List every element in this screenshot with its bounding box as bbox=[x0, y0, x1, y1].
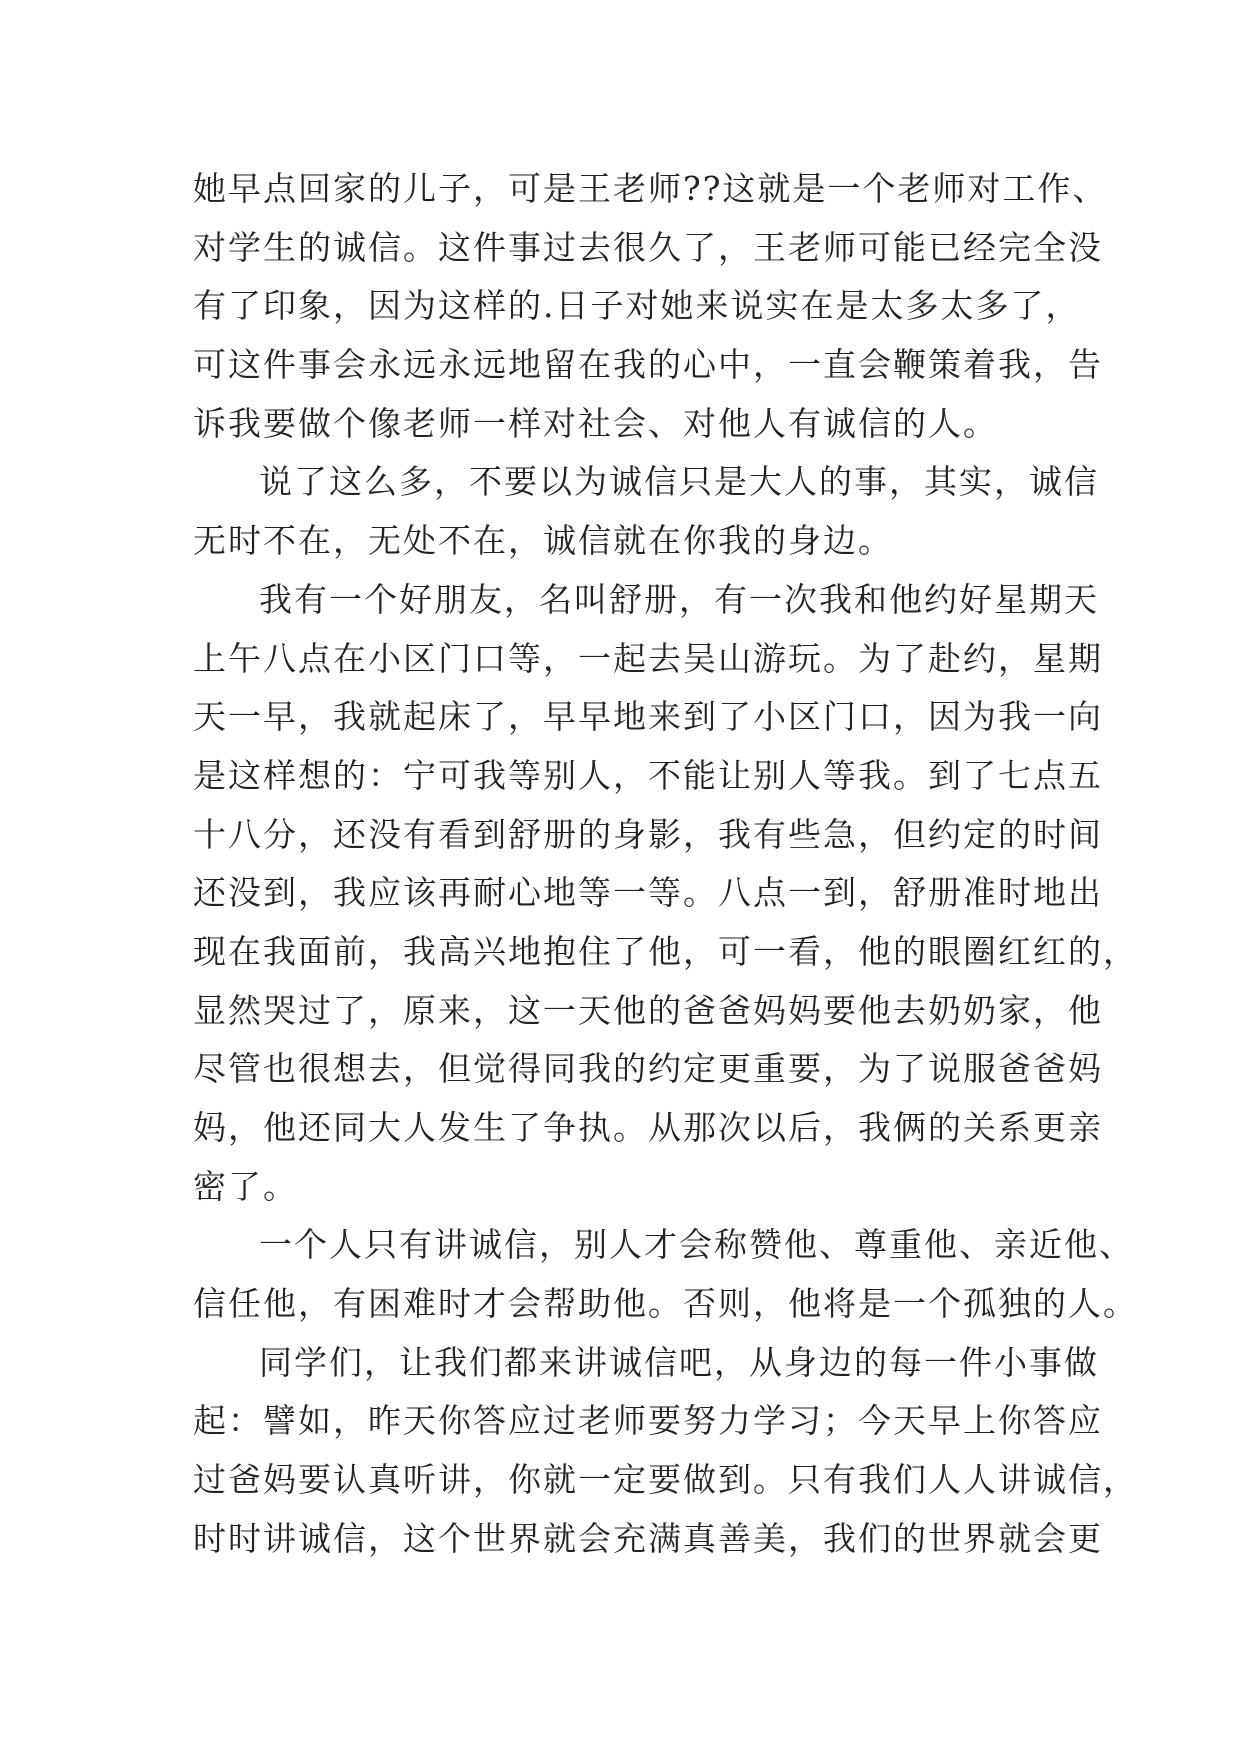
text-line: 妈，他还同大人发生了争执。从那次以后，我俩的关系更亲 bbox=[193, 1108, 1103, 1147]
paragraph-first-line: 一个人只有讲诚信，别人才会称赞他、尊重他、亲近他、 bbox=[259, 1225, 1134, 1265]
text-line: 起：譬如，昨天你答应过老师要努力学习；今天早上你答应 bbox=[193, 1401, 1103, 1441]
paragraph-first-line: 我有一个好朋友，名叫舒册，有一次我和他约好星期天 bbox=[259, 579, 1099, 619]
text-line: 时时讲诚信，这个世界就会充满真善美，我们的世界就会更 bbox=[193, 1518, 1103, 1558]
text-line: 可这件事会永远永远地留在我的心中，一直会鞭策着我，告 bbox=[193, 345, 1103, 385]
text-line: 诉我要做个像老师一样对社会、对他人有诚信的人。 bbox=[193, 403, 998, 443]
text-line: 密了。 bbox=[193, 1166, 298, 1206]
text-line: 是这样想的：宁可我等别人，不能让别人等我。到了七点五 bbox=[193, 755, 1103, 795]
text-line: 有了印象，因为这样的.日子对她来说实在是太多太多了， bbox=[193, 286, 1081, 326]
text-line: 现在我面前，我高兴地抱住了他，可一看，他的眼圈红红的， bbox=[193, 931, 1138, 971]
paragraph-first-line: 同学们，让我们都来讲诚信吧，从身边的每一件小事做 bbox=[259, 1342, 1099, 1382]
text-line: 还没到，我应该再耐心地等一等。八点一到，舒册准时地出 bbox=[193, 873, 1103, 913]
paragraph-first-line: 说了这么多，不要以为诚信只是大人的事，其实，诚信 bbox=[259, 462, 1099, 502]
document-body bbox=[193, 160, 1138, 1569]
text-line: 过爸妈要认真听讲，你就一定要做到。只有我们人人讲诚信， bbox=[193, 1460, 1138, 1500]
text-line: 天一早，我就起床了，早早地来到了小区门口，因为我一向 bbox=[193, 697, 1103, 737]
text-line: 十八分，还没有看到舒册的身影，我有些急，但约定的时间 bbox=[193, 814, 1103, 854]
text-line: 信任他，有困难时才会帮助他。否则，他将是一个孤独的人。 bbox=[193, 1284, 1138, 1324]
text-line: 上午八点在小区门口等，一起去吴山游玩。为了赴约，星期 bbox=[193, 638, 1103, 678]
text-line: 尽管也很想去，但觉得同我的约定更重要，为了说服爸爸妈 bbox=[193, 1049, 1103, 1089]
text-line: 显然哭过了，原来，这一天他的爸爸妈妈要他去奶奶家，他 bbox=[193, 990, 1103, 1030]
text-line: 无时不在，无处不在，诚信就在你我的身边。 bbox=[193, 521, 893, 561]
text-line: 对学生的诚信。这件事过去很久了，王老师可能已经完全没 bbox=[193, 227, 1103, 267]
text-line: 她早点回家的儿子，可是王老师??这就是一个老师对工作、 bbox=[193, 169, 1108, 208]
